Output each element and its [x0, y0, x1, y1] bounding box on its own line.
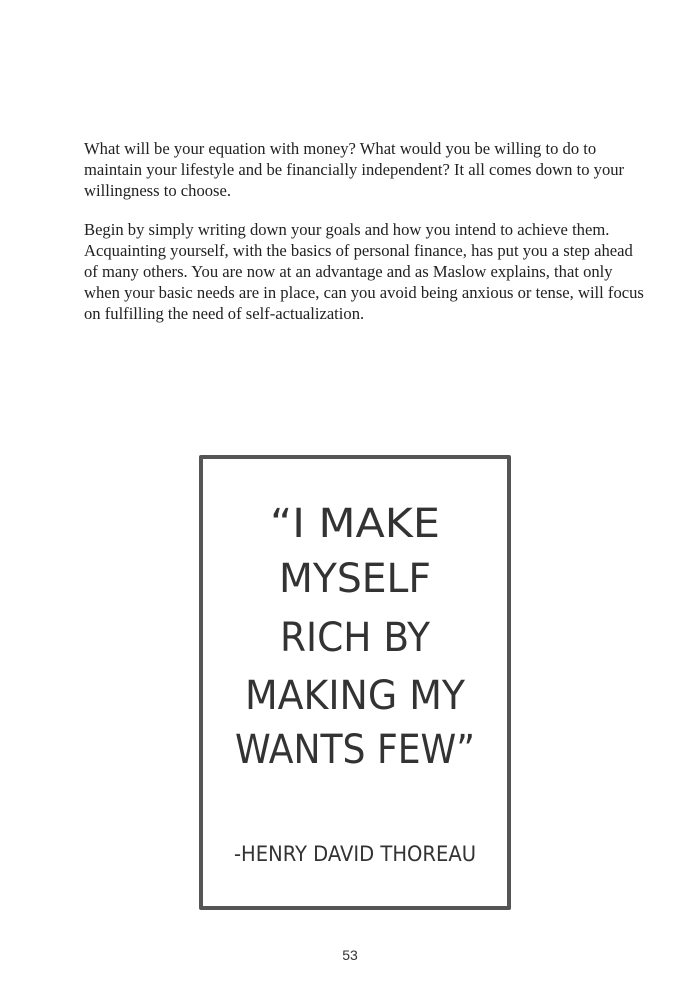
- quote-line: MAKING MY: [245, 673, 466, 719]
- quote-attribution: -HENRY DAVID THOREAU: [234, 842, 476, 866]
- quote-line: MYSELF: [279, 556, 431, 602]
- paragraph: What will be your equation with money? What would you be willing to do to maintain your lifestyle and be financially independent? It all comes down to your willingness to choose.: [84, 139, 625, 200]
- quote-line: WANTS FEW”: [235, 727, 475, 773]
- quote-line: RICH BY: [280, 615, 431, 661]
- quote-illustration: [199, 455, 511, 910]
- paragraph: Begin by simply writing down your goals and how you intend to achieve them. Acquainting yourself, with the basics of personal finance, has put you a step ahead of many others. You are now at an advantage and as Maslow explains, that only when your basic needs are in place, can you avoid being anxious or tense, will focus on fulfilling the need of self-actualization.: [84, 220, 644, 323]
- quote-lettering: [203, 459, 507, 906]
- page-number: 53: [342, 947, 358, 963]
- body-text: [84, 138, 644, 324]
- quote-line: “I MAKE: [270, 501, 440, 547]
